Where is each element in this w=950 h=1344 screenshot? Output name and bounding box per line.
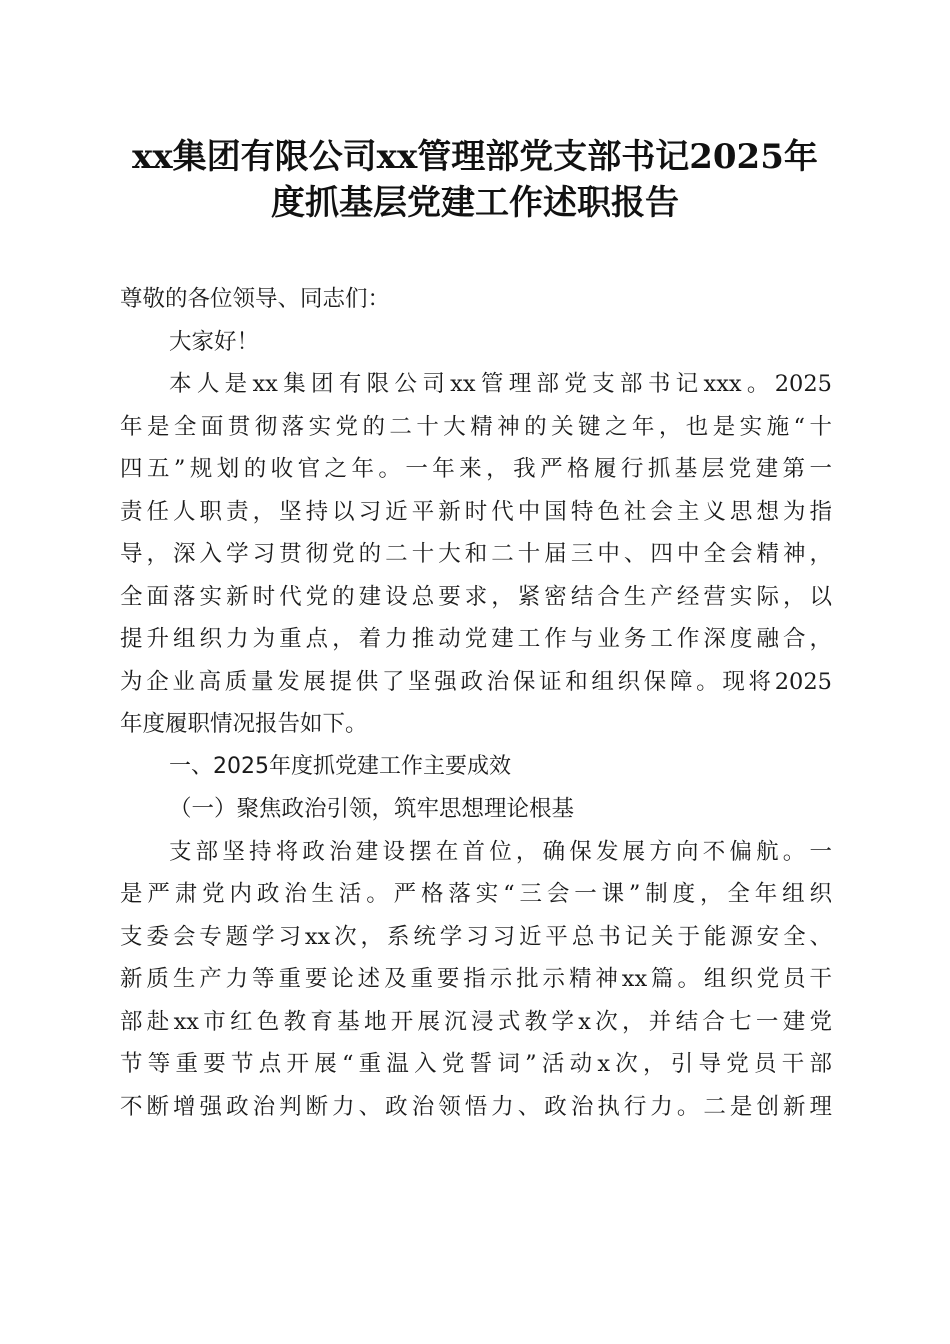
intro-line: 责任人职责，坚持以习近平新时代中国特色社会主义思想为指 xyxy=(120,498,832,525)
section-body-line: 不断增强政治判断力、政治领悟力、政治执行力。二是创新理 xyxy=(120,1093,832,1120)
document-body xyxy=(120,278,832,1128)
intro-line: 年度履职情况报告如下。 xyxy=(120,711,368,737)
intro-line: 四五”规划的收官之年。一年来，我严格履行抓基层党建第一 xyxy=(120,456,832,482)
title-line-1: xx集团有限公司xx管理部党支部书记2025年 xyxy=(132,137,818,177)
greeting: 大家好！ xyxy=(169,328,260,355)
intro-line: 全面落实新时代党的建设总要求，紧密结合生产经营实际，以 xyxy=(120,583,832,610)
intro-line: 提升组织力为重点，着力推动党建工作与业务工作深度融合， xyxy=(120,626,832,652)
section-body-line: 部赴xx市红色教育基地开展沉浸式教学x次，并结合七一建党 xyxy=(120,1008,832,1035)
intro-line: 本人是xx集团有限公司xx管理部党支部书记xxx。2025 xyxy=(169,371,832,397)
section-body-line: 是严肃党内政治生活。严格落实“三会一课”制度，全年组织 xyxy=(120,881,832,907)
document-title xyxy=(110,134,840,226)
section-heading: 一、2025年度抓党建工作主要成效 xyxy=(169,753,511,779)
section-body-line: 支委会专题学习xx次，系统学习习近平总书记关于能源安全、 xyxy=(120,923,832,950)
title-line-2: 度抓基层党建工作述职报告 xyxy=(271,183,679,223)
section-body-line: 新质生产力等重要论述及重要指示批示精神xx篇。组织党员干 xyxy=(120,966,832,992)
subsection-heading: （一）聚焦政治引领，筑牢思想理论根基 xyxy=(169,796,575,822)
section-body-line: 节等重要节点开展“重温入党誓词”活动x次，引导党员干部 xyxy=(120,1051,832,1077)
intro-line: 导，深入学习贯彻党的二十大和二十届三中、四中全会精神， xyxy=(120,541,832,567)
intro-line: 年是全面贯彻落实党的二十大精神的关键之年，也是实施“十 xyxy=(120,413,832,440)
intro-line: 为企业高质量发展提供了坚强政治保证和组织保障。现将2025 xyxy=(120,668,832,695)
salutation: 尊敬的各位领导、同志们： xyxy=(120,286,391,312)
section-body-line: 支部坚持将政治建设摆在首位，确保发展方向不偏航。一 xyxy=(169,838,832,865)
